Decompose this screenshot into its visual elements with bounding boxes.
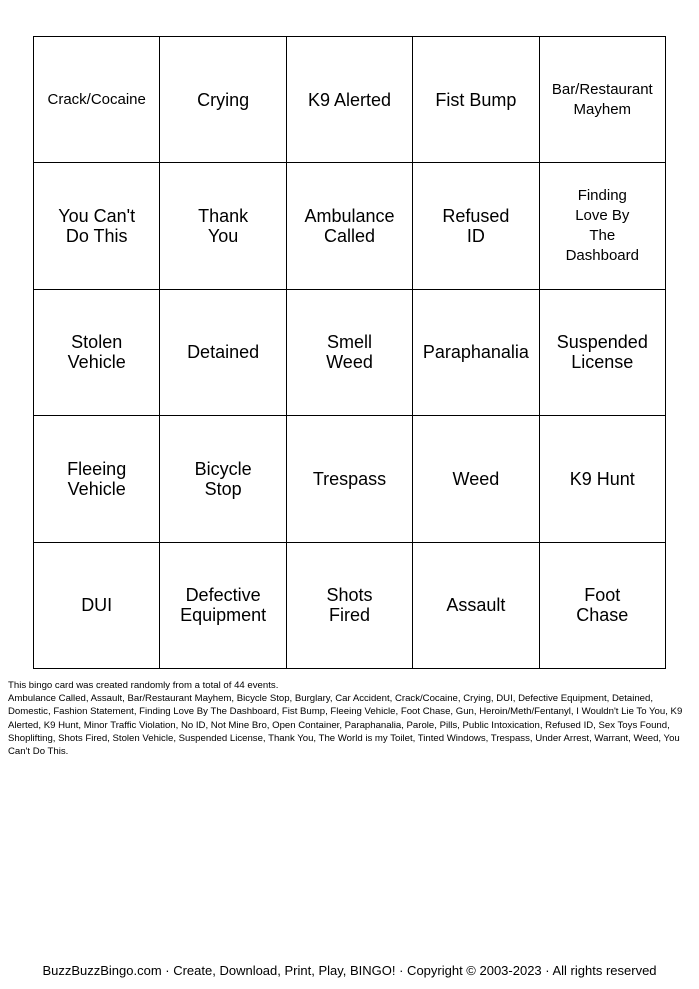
bingo-cell: [160, 416, 286, 542]
bingo-cell-label: Paraphanalia: [422, 342, 529, 363]
bingo-cell-label: K9 Alerted: [307, 89, 392, 110]
bingo-cell: [540, 543, 666, 669]
bingo-cell: [287, 416, 413, 542]
bingo-cell-label: Smell Weed: [326, 332, 373, 373]
bingo-cell-label: Foot Chase: [576, 585, 629, 626]
bingo-cell-label: Trespass: [312, 468, 387, 489]
bingo-cell: [413, 543, 539, 669]
bingo-cell: [160, 543, 286, 669]
bingo-cell: [287, 543, 413, 669]
card-info-intro: This bingo card was created randomly from a total of 44 events.: [8, 680, 279, 691]
bingo-cell: [34, 543, 160, 669]
bingo-cell: [287, 37, 413, 163]
bingo-cell-label: K9 Hunt: [569, 468, 635, 489]
bingo-cell-label: Fleeing Vehicle: [67, 458, 127, 499]
card-info: [8, 679, 692, 758]
bingo-cell: [413, 37, 539, 163]
bingo-cell: [413, 416, 539, 542]
bingo-cell-label: Assault: [446, 595, 506, 616]
bingo-cell-label: Fist Bump: [435, 89, 517, 110]
bingo-cell-label: Crack/Cocaine: [47, 90, 146, 108]
bingo-cell-label: Finding Love By The Dashboard: [565, 187, 639, 265]
bingo-cell: [34, 416, 160, 542]
bingo-cell: [160, 37, 286, 163]
bingo-cell: [413, 290, 539, 416]
bingo-cell: [287, 163, 413, 289]
bingo-cell-label: Shots Fired: [326, 585, 373, 626]
bingo-cell-label: DUI: [81, 595, 113, 616]
bingo-cell: [287, 290, 413, 416]
card-info-event-list: Ambulance Called, Assault, Bar/Restaurant Mayhem, Bicycle Stop, Burglary, Car Accident, Crack/Cocaine, Crying, DUI, Defective Equipment, Detained, Domestic, Fashion Statement, Finding Love By The Dashboard, Fist Bump, Fleeing Vehicle, Foot Chase, Gun, Heroin/Meth/Fentanyl, I Wouldn't Lie To You, K9 Alerted, K9 Hunt, Minor Traffic Violation, No ID, Not Mine Bro, Open Container, Paraphanalia, Parole, Pills, Public Intoxication, Refused ID, Sex Toys Found, Shoplifting, Shots Fired, Stolen Vehicle, Suspended License, Thank You, The World is my Toilet, Tinted Windows, Trespass, Under Arrest, Warrant, Weed, You Can't Do This.: [8, 693, 683, 758]
bingo-cell: [540, 163, 666, 289]
copyright-footer: BuzzBuzzBingo.com · Create, Download, Print, Play, BINGO! · Copyright © 2003-2023 · All rights reserved: [42, 963, 657, 978]
bingo-cell: [34, 290, 160, 416]
bingo-grid: [33, 36, 666, 669]
bingo-cell-label: Crying: [197, 89, 250, 110]
bingo-cell-label: Stolen Vehicle: [67, 332, 126, 373]
bingo-cell-label: Bar/Restaurant Mayhem: [551, 80, 653, 118]
bingo-cell: [160, 163, 286, 289]
bingo-cell: [540, 37, 666, 163]
bingo-cell-label: Detained: [187, 342, 260, 363]
bingo-cell: [34, 37, 160, 163]
bingo-cell: [540, 416, 666, 542]
bingo-cell-label: Suspended License: [556, 332, 648, 373]
bingo-cell-label: Ambulance Called: [304, 206, 395, 247]
bingo-cell-label: Bicycle Stop: [194, 458, 252, 499]
bingo-cell: [160, 290, 286, 416]
bingo-cell-label: You Can't Do This: [58, 206, 136, 247]
bingo-cell-label: Thank You: [198, 206, 249, 247]
bingo-cell-label: Weed: [452, 468, 500, 489]
bingo-cell-label: Defective Equipment: [180, 585, 267, 626]
bingo-cell-label: Refused ID: [442, 206, 510, 247]
bingo-cell: [34, 163, 160, 289]
bingo-cell: [540, 290, 666, 416]
bingo-cell: [413, 163, 539, 289]
